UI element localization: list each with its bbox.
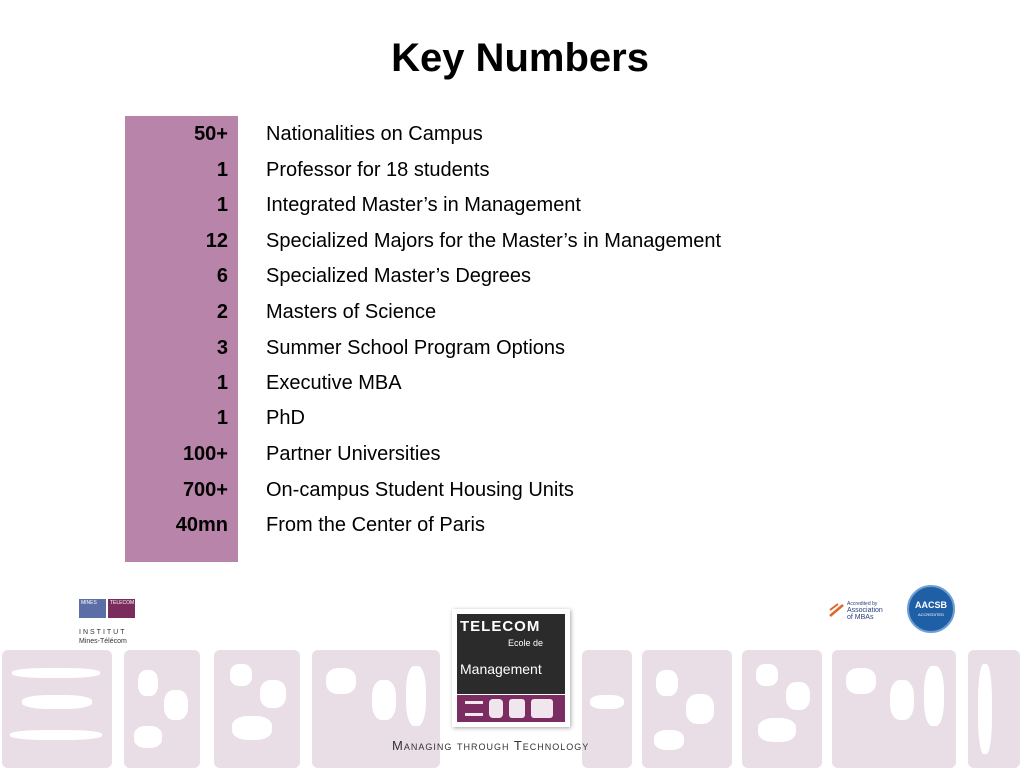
key-number: 100+ [182, 443, 228, 465]
key-number-label: On-campus Student Housing Units [266, 479, 574, 501]
calligraphy-glyph [582, 650, 632, 768]
list-item [0, 331, 800, 366]
aacsb-text: AACSB [914, 600, 947, 610]
calligraphy-glyph [742, 650, 822, 768]
calligraphy-glyph [2, 650, 112, 768]
key-number: 700+ [182, 479, 228, 501]
key-number: 1 [216, 407, 228, 429]
key-number-label: From the Center of Paris [266, 514, 485, 536]
key-number: 12 [205, 230, 228, 252]
calligraphy-glyph [124, 650, 200, 768]
key-number-label: Integrated Master’s in Management [266, 194, 581, 216]
aacsb-accreditation-logo [907, 585, 955, 633]
telecom-ecole-de-management-logo [452, 609, 570, 727]
aacsb-accredited-text: ACCREDITED [917, 612, 944, 617]
calligraphy-glyph [214, 650, 300, 768]
list-item [0, 224, 800, 259]
key-number-label: Masters of Science [266, 301, 437, 323]
list-item [0, 473, 800, 508]
key-number: 6 [216, 265, 228, 287]
list-item [0, 188, 800, 223]
key-number-label: PhD [266, 407, 305, 429]
key-number-label: Specialized Majors for the Master’s in Management [266, 230, 722, 252]
logo-text-mines-telecom: Mines-Télécom [79, 638, 127, 645]
list-item [0, 117, 800, 152]
logo-text-ecole-de: Ecole de [508, 638, 544, 648]
list-item [0, 295, 800, 330]
key-number: 3 [216, 337, 228, 359]
tagline: Managing through Technology [392, 738, 590, 753]
key-number: 2 [216, 301, 228, 323]
institut-mines-telecom-logo [79, 599, 137, 649]
calligraphy-glyph [832, 650, 956, 768]
logo-text-management: Management [460, 661, 542, 677]
list-item [0, 508, 800, 543]
calligraphy-glyph [968, 650, 1020, 768]
logo-calligraphy-mark [457, 695, 565, 722]
slide-title: Key Numbers [391, 36, 649, 80]
key-number-label: Partner Universities [266, 443, 441, 465]
list-item [0, 401, 800, 436]
key-number-label: Summer School Program Options [266, 337, 566, 359]
logo-text-telecom: TELECOM [460, 618, 541, 635]
list-item [0, 366, 800, 401]
key-number: 40mn [175, 514, 228, 536]
amba-accreditation-logo [829, 600, 889, 624]
logo-text-institut: INSTITUT [79, 629, 127, 636]
list-item [0, 153, 800, 188]
key-number: 1 [216, 194, 228, 216]
key-number: 1 [216, 372, 228, 394]
amba-text-association: Association [847, 607, 883, 614]
amba-text-accredited: Accredited by [847, 601, 878, 607]
calligraphy-glyph [642, 650, 732, 768]
key-number-label: Executive MBA [266, 372, 402, 394]
key-number-label: Professor for 18 students [266, 159, 490, 181]
key-number: 50+ [194, 123, 228, 145]
list-item [0, 259, 800, 294]
key-number-label: Specialized Master’s Degrees [266, 265, 531, 287]
amba-mark-icon [829, 602, 845, 618]
list-item [0, 437, 800, 472]
logo-text-mines: MINES [81, 600, 97, 606]
key-number-label: Nationalities on Campus [266, 123, 483, 145]
amba-text-of-mbas: of MBAs [847, 614, 874, 621]
logo-text-telecom: TELECOM [110, 600, 135, 606]
key-number: 1 [216, 159, 228, 181]
